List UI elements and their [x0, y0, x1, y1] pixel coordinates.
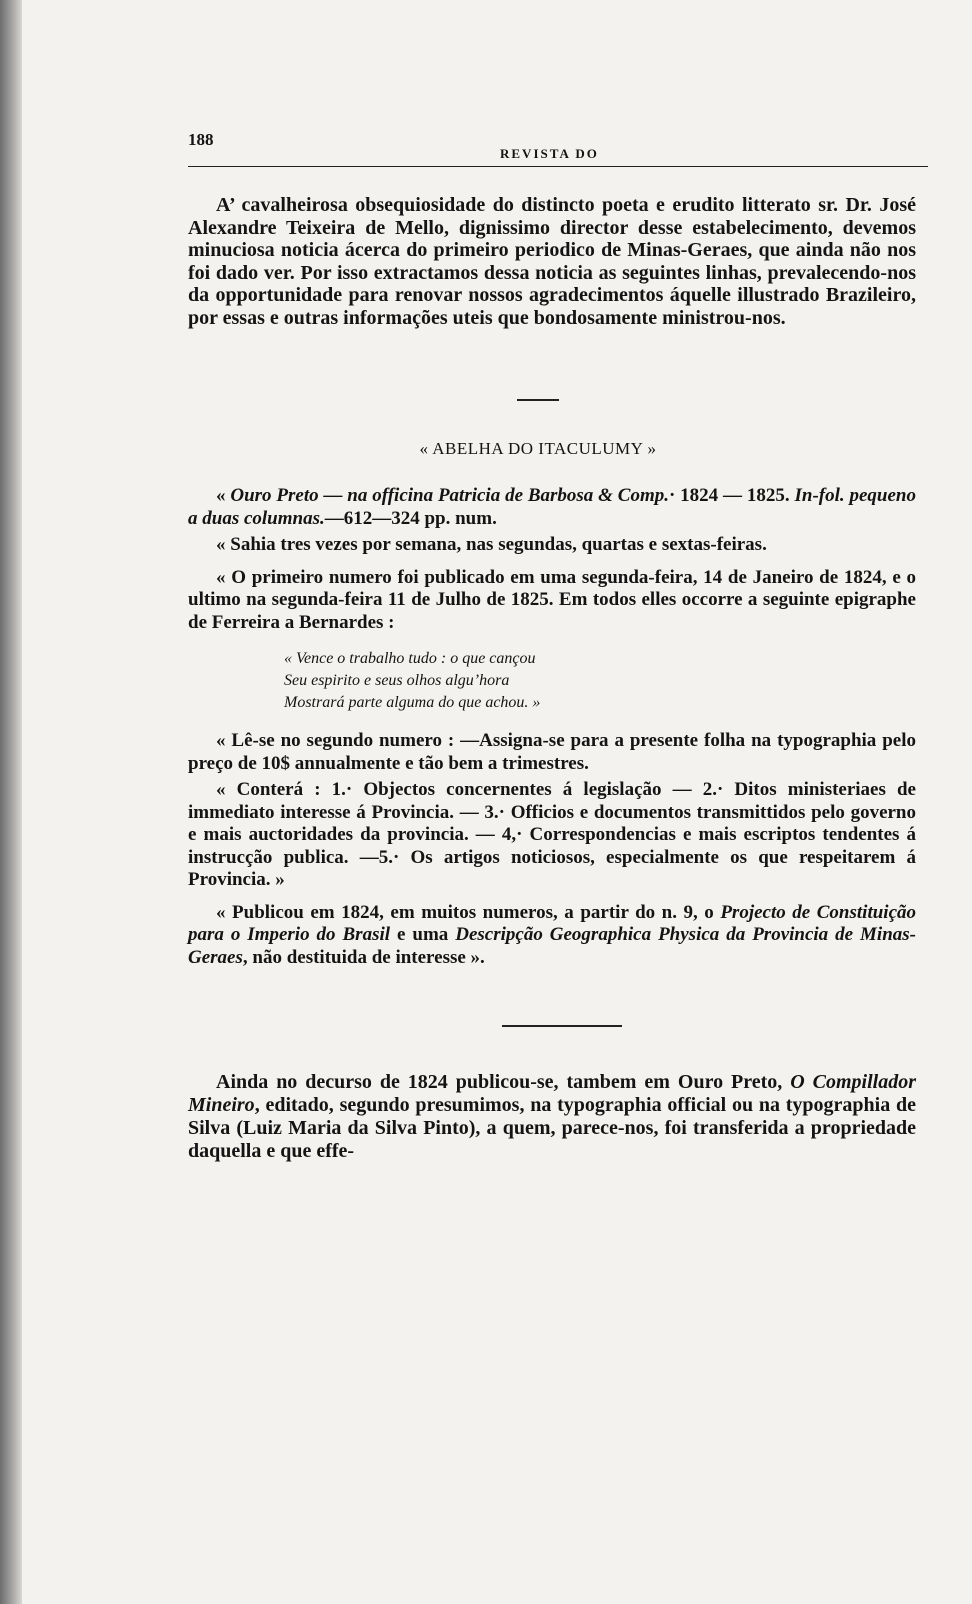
- running-title: REVISTA DO: [500, 146, 599, 161]
- imprint-open: «: [216, 485, 231, 506]
- running-head: [188, 118, 916, 164]
- imprint-place: Ouro Preto — na officina Patricia de Barbosa & Comp.: [230, 485, 669, 506]
- article-body: [188, 485, 916, 969]
- paragraph-publications: [188, 902, 916, 970]
- epigraph-verse: [284, 648, 916, 714]
- final-end: , editado, segundo presumimos, na typographia official ou na typographia de Silva (Luiz Maria da Silva Pinto), a quem, parece-nos, foi transferida a propriedade daquella e que effe-: [188, 1094, 916, 1162]
- p5-title-projecto: Projecto de Constituição para o Imperio do Brasil: [188, 901, 916, 945]
- page: [188, 118, 916, 1163]
- p5-end: , não destituida de interesse ».: [242, 946, 485, 968]
- intro-paragraph: A’ cavalheirosa obsequiosidade do distincto poeta e erudito litterato sr. Dr. José Alexandre Teixeira de Mello, dignissimo director desse estabelecimento, devemos minuciosa noticia ácerca do primeiro periodico de Minas-Geraes, que ainda não nos foi dado ver. Por isso extractamos dessa noticia as seguintes linhas, prevalecendo-nos da opportunidade para renovar nossos agradecimentos áquelle illustrado Brazileiro, por essas e outras informações uteis que bondosamente ministrou-nos.: [188, 194, 916, 329]
- header-rule: [188, 166, 928, 167]
- separator-rule: [517, 399, 559, 401]
- final-paragraph: [188, 1071, 916, 1163]
- binding-edge: [0, 0, 22, 1604]
- p5-title-descripcao: Descripção Geographica Physica da Provincia de Minas-Geraes: [188, 924, 916, 968]
- paragraph-second-issue: « Lê-se no segundo numero : —Assigna-se para a presente folha na typographia pelo preço de 10$ annualmente e tão bem a trimestres.: [188, 730, 916, 774]
- final-title: O Compillador Mineiro: [188, 1071, 916, 1116]
- paragraph-first-issue: « O primeiro numero foi publicado em uma segunda-feira, 14 de Janeiro de 1824, e o ultimo na segunda-feira 11 de Julho de 1825. Em todos elles occorre a seguinte epigraphe de Ferreira a Bernardes :: [188, 566, 916, 633]
- verse-line: « Vence o trabalho tudo : o que cançou: [284, 650, 536, 667]
- verse-line: Mostrará parte alguma do que achou. »: [284, 694, 541, 711]
- p5-mid: e uma: [390, 924, 456, 945]
- page-number: 188: [188, 130, 214, 149]
- imprint-pages: —612—324 pp. num.: [324, 507, 497, 529]
- imprint-format: In-fol. pequeno a duas columnas.: [188, 485, 916, 529]
- paragraph-contents: « Conterá : 1.· Objectos concernentes á legislação — 2.· Ditos ministeriaes de immediato interesse á Provincia. — 3.· Officios e documentos transmittidos pelo governo e mais auctoridades da provincia. — 4,· Correspondencias e mais escriptos tendentes á instrucção publica. —5.· Os artigos noticiosos, especialmente os que respeitarem á Provincia. »: [188, 779, 916, 890]
- imprint-years: · 1824 — 1825.: [669, 485, 790, 506]
- p5-start: « Publicou em 1824, em muitos numeros, a partir do n. 9, o: [216, 901, 721, 923]
- final-start: Ainda no decurso de 1824 publicou-se, tambem em Ouro Preto,: [216, 1071, 791, 1093]
- section-title: « ABELHA DO ITACULUMY »: [419, 439, 657, 458]
- paragraph-frequency: « Sahia tres vezes por semana, nas segundas, quartas e sextas-feiras.: [216, 534, 767, 555]
- imprint-paragraph: [188, 485, 916, 530]
- verse-line: Seu espirito e seus olhos algu’hora: [284, 672, 510, 689]
- separator-rule-long: [502, 1025, 622, 1027]
